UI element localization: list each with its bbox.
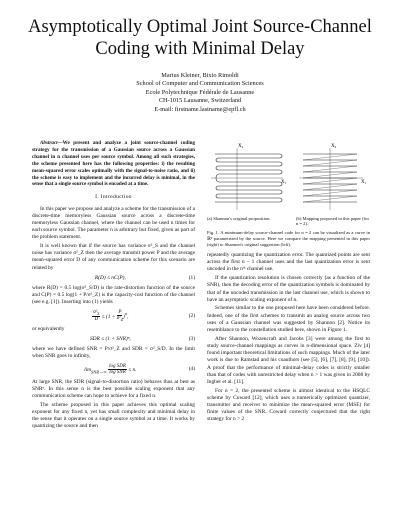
author-school: School of Computer and Communication Sciences	[136, 80, 264, 88]
figure-a	[211, 148, 283, 210]
abstract-text: —We present and analyze a joint source-channel coding strategy for the transmission of a Gaussian source across a Gaussian channel in n channel uses per source symbol. Among all such strategies, the scheme presented here has the following properties: i) the resulting mean-squared error scales optimally with the signal-to-noise ratio, and ii) the scheme is easy to implement and the incurred delay is minimal, in the sense that a single source symbol is encoded at a time.	[32, 140, 195, 188]
equation-4-number: (4)	[188, 365, 195, 372]
figure-a-caption: (a) Shannon's original proposition.	[207, 216, 271, 221]
equation-1	[32, 275, 195, 282]
right-paragraph-2: If the quantization resolution is chosen correctly (as a function of the SNR), then the decoding error of the quantization symbols is dominated by that of the uncoded transmission in the last channel use, which is shown to have an asymptotic scaling exponent of n.	[207, 275, 370, 303]
figure-caption: Fig. 1. A minimum-delay source-channel code for n = 2 can be visualized as a curve in ℝ² parametrized by the source. Here we compare the mapping presented in this paper (right) to Shannon's original suggestion (left).	[207, 230, 370, 247]
author-names: Marius Kleiner, Bixio Rimoldi	[161, 72, 239, 79]
intro-paragraph-3: where R(D) = 0.5 log(σ²_S/D) is the rate-distortion function of the source and C(P) = 0.5 log(1 + P/σ²_Z) is the capacity-cost function of the channel (see e.g. [1]). Inserting into (1) yields	[32, 285, 195, 306]
author-block	[0, 72, 400, 114]
axis-x1-label-b: X₁	[361, 180, 367, 185]
right-paragraph-5: For n = 2, the presented scheme is almost identical to the HSQLC scheme by Coward [12], which uses a numerically optimized quantizer, transmitter and receiver to minimize the mean-squared error (MSE) for finite values of the SNR. Coward correctly conjectured that the right strategy for n > 2	[207, 387, 370, 423]
intro-paragraph-6: At large SNR, the SDR (signal-to-distortion ratio) behaves thus at best as SNRⁿ. In this sense n is the best possible scaling exponent that any communication scheme can hope to achieve for a fixed n.	[32, 378, 195, 399]
paper-title: Asymptotically Optimal Joint Source-Channel Coding with Minimal Delay	[28, 17, 372, 59]
intro-paragraph-1: In this paper we propose and analyze a scheme for the transmission of a discrete-time memoryless Gaussian source across a discrete-time memoryless Gaussian channel, where the channel can be used n times for each source symbol. The parameter n is arbitrary but fixed, given as part of the problem statement.	[32, 205, 195, 241]
intro-paragraph-2: It is well known that if the source has variance σ²_S and the channel noise has variance σ²_Z then the average transmit power P and the average mean-squared error D of any communication scheme for this scenario are related by	[32, 243, 195, 271]
right-paragraph-3: Schemes similar to the one proposed here have been considered before. Indeed, one of the first schemes to transmit an analog source across two uses of a Gaussian channel was suggested by Shannon [2]. Notice its resemblance to the constellation studied here, shown in Figure 1.	[207, 305, 370, 334]
author-email: E-mail: firstname.lastname@epfl.ch	[154, 105, 246, 113]
author-city: CH-1015 Lausanne, Switzerland	[158, 97, 242, 105]
axis-x1-label-a: X₁	[281, 180, 287, 185]
figure-b-caption: (b) Mapping proposed in this paper (for n = 2).	[296, 216, 369, 226]
right-column	[207, 252, 370, 425]
equation-3-number: (3)	[188, 335, 195, 342]
equation-4-body: $\lim_{SNR\to\infty}$ $\frac{\text{log SDR}}{\text{log SNR}}$ ≤ n.	[84, 363, 137, 376]
intro-paragraph-7: The scheme proposed in this paper achieves this optimal scaling exponent for any fixed n, yet has small complexity and minimal delay in the sense that it operates on a single source symbol at a time. It works by quantizing the source and then	[32, 401, 195, 430]
equation-3	[32, 336, 195, 343]
equation-3-body: SDR ≤ (1 + SNR)ⁿ,	[89, 335, 131, 342]
right-paragraph-4: After Shannon, Wozencraft and Jacobs [3] were among the first to study source-channel mappings as curves in n-dimensional space. Ziv [4] found important theoretical limitations of such mappings. Much of the later work is due to Ramstad and his coauthors (see [5], [6], [7], [8], [9], [10]). A proof that the performance of minimal-delay codes is strictly smaller than that of codes with unrestricted delay when n > 1 was given in 2008 by Ingber et al. [11].	[207, 335, 370, 385]
intro-paragraph-5: where we have defined SNR = P/σ²_Z and SDR = σ²_S/D. In the limit when SNR goes to infinity,	[32, 346, 195, 360]
axis-x2-label-b: X₂	[331, 144, 337, 149]
author-institution: Ecole Polytechnique Fédérale de Lausanne	[145, 88, 255, 96]
equation-2	[32, 310, 195, 323]
intro-paragraph-4: or equivalently	[32, 325, 65, 332]
equation-1-body: R(D) ≤ nC(P),	[94, 274, 126, 281]
equation-1-number: (1)	[188, 274, 195, 281]
axis-x2-label-a: X₂	[238, 144, 244, 149]
section-heading: I. Introduction	[95, 194, 132, 201]
figure-b	[299, 148, 363, 210]
abstract	[32, 140, 195, 188]
abstract-label: Abstract	[40, 140, 58, 146]
left-column	[32, 140, 195, 432]
right-paragraph-1: repeatedly quantizing the quantization error. The quantized points are sent across the first n − 1 channel uses and the last quantization error is sent uncoded in the nᵗʰ channel use.	[207, 252, 370, 273]
equation-4	[32, 364, 195, 376]
figure-1	[207, 140, 370, 220]
equation-2-number: (2)	[188, 312, 195, 319]
equation-2-body: $\frac{\sigma^2_S}{D}$ ≤ (1 + $\frac{P}{\sigma^2_Z}$ )$^n$,	[93, 309, 129, 323]
